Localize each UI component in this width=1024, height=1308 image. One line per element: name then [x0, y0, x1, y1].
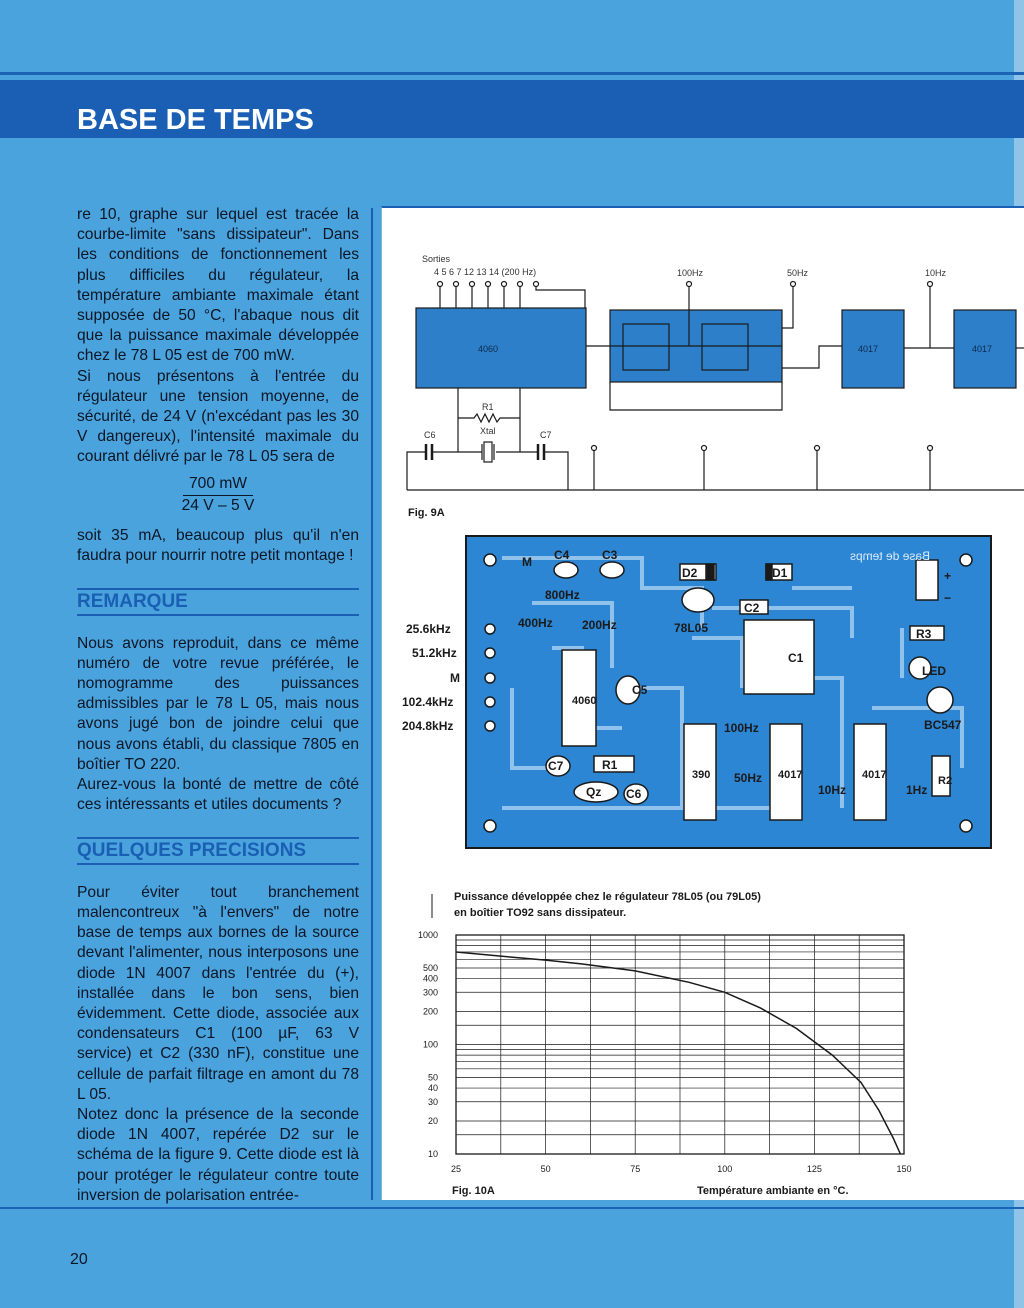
fig9a-schematic — [407, 254, 1024, 490]
pcb-label: − — [944, 591, 952, 605]
pcb-label: 1Hz — [906, 783, 928, 797]
x-tick-label: 25 — [450, 1164, 462, 1174]
y-tick-label: 100 — [422, 1039, 438, 1050]
x-tick-label: 150 — [896, 1164, 912, 1174]
page-number: 20 — [70, 1251, 88, 1268]
section-heading-remarque: REMARQUE — [77, 588, 359, 615]
pcb-label: 800Hz — [545, 588, 580, 602]
fig9b-pcb — [402, 536, 991, 848]
y-tick-label: 200 — [422, 1006, 438, 1017]
chart-grid — [456, 935, 904, 1154]
chart-xlabel: Température ambiante en °C. — [697, 1185, 849, 1197]
c6-label: C6 — [424, 430, 436, 440]
pcb-label: 400Hz — [518, 616, 553, 630]
pcb-label: M — [450, 671, 460, 685]
fig10a-chart — [418, 891, 912, 1197]
pcb-label: 390 — [692, 769, 711, 781]
pcb-label: BC547 — [924, 718, 962, 732]
pcb-label: 100Hz — [724, 721, 759, 735]
title-band — [0, 80, 1024, 138]
y-tick-label: 20 — [427, 1116, 438, 1127]
top-rule — [0, 72, 1024, 75]
chart-xticks — [451, 1164, 912, 1174]
c7-label: C7 — [540, 430, 552, 440]
pcb-label: 4060 — [572, 695, 597, 707]
pcb-label: Qz — [586, 785, 602, 799]
paragraph: Aurez-vous la bonté de mettre de côté ces intéressants et utiles documents ? — [77, 776, 359, 814]
pcb-label: 50Hz — [734, 771, 763, 785]
x-tick-label: 75 — [630, 1164, 641, 1174]
xtal-label: Xtal — [480, 426, 496, 436]
pcb-label: C5 — [632, 683, 648, 697]
y-tick-label: 500 — [422, 962, 438, 973]
pcb-label: 200Hz — [582, 618, 617, 632]
pcb-label: C2 — [744, 601, 760, 615]
pcb-label: 78L05 — [674, 621, 709, 635]
column-divider — [371, 208, 373, 1200]
y-tick-label: 1000 — [417, 930, 438, 940]
pcb-label: C7 — [548, 759, 564, 773]
chart-title: Puissance développée chez le régulateur 78L05 (ou 79L05) — [454, 891, 761, 903]
pins-label: 4 5 6 7 12 13 14 (200 Hz) — [434, 267, 537, 277]
figures-svg — [382, 208, 1024, 1202]
sorties-label: Sorties — [422, 254, 451, 264]
fraction-numerator: 700 mW — [183, 474, 253, 496]
paragraph: re 10, graphe sur lequel est tracée la courbe-limite "sans dissipateur". Dans les conditions de fonctionnement les plus difficiles du régulateur, la température ambiante maximale étant supposée de 50 °C, l'abaque nous dit que la puissance maximale développée chez le 78 L 05 est de 700 mW. — [77, 206, 359, 365]
page-title: BASE DE TEMPS — [77, 104, 314, 136]
y-tick-label: 40 — [427, 1083, 438, 1094]
x-tick-label: 100 — [717, 1164, 733, 1174]
chip-4017-label: 4017 — [972, 344, 993, 354]
paragraph: Si nous présentons à l'entrée du régulateur une tension moyenne, de sécurité, de 24 V (n'excédant pas les 30 V dangereux), l'intensité maximale du courant délivré par le 78 L 05 sera de — [77, 367, 359, 466]
x-tick-label: 125 — [806, 1164, 822, 1174]
fraction — [77, 474, 359, 516]
pcb-label: 4017 — [862, 769, 887, 781]
y-tick-label: 400 — [422, 973, 438, 984]
r1-label: R1 — [482, 402, 494, 412]
chart-title: en boîtier TO92 sans dissipateur. — [454, 907, 627, 919]
pcb-label: C6 — [626, 787, 642, 801]
pcb-label: D1 — [772, 566, 788, 580]
fraction-denominator: 24 V – 5 V — [181, 496, 255, 514]
chart-curve — [456, 952, 900, 1154]
chip-4060-label: 4060 — [478, 344, 499, 354]
text-column — [77, 205, 359, 1206]
paragraph: Pour éviter tout branchement malencontreux "à l'envers" de notre base de temps aux bornes de la source devant l'alimenter, nous interposons une diode 1N 4007 dans l'entrée du (+), installée dans le bon sens, bien évidemment. Cette diode, associée aux condensateurs C1 (100 µF, 63 V service) et C2 (330 nF), constitue une cellule de parfait filtrage en amont du 78 L 05. — [77, 883, 359, 1103]
figure-panel — [381, 206, 1024, 1200]
pcb-label: LED — [922, 664, 946, 678]
chart-yticks — [418, 930, 438, 1159]
pcb-label: R1 — [602, 758, 618, 772]
pcb-mirrored-text: Base de temps — [849, 549, 930, 563]
y-tick-label: 10 — [427, 1149, 438, 1159]
paragraph: soit 35 mA, beaucoup plus qu'il n'en faudra pour nourrir notre petit montage ! — [77, 527, 359, 565]
chart-caption: Fig. 10A — [452, 1185, 495, 1197]
pcb-label: R2 — [938, 775, 953, 787]
bottom-rule — [0, 1207, 1024, 1209]
y-tick-label: 50 — [427, 1072, 438, 1083]
y-tick-label: 300 — [422, 987, 438, 998]
pcb-label: 102.4kHz — [402, 695, 454, 709]
pcb-label: 10Hz — [818, 783, 847, 797]
paragraph: Notez donc la présence de la seconde diode 1N 4007, repérée D2 sur le schéma de la figure 9. Cette diode est là pour protéger le régulateur contre toute inversion de polarisation entrée- — [77, 1105, 359, 1204]
pcb-label: + — [944, 569, 952, 583]
pcb-label: D2 — [682, 566, 698, 580]
y-tick-label: 30 — [427, 1096, 438, 1107]
pcb-label: C3 — [602, 548, 618, 562]
paragraph: Nous avons reproduit, dans ce même numéro de votre revue préférée, le nomogramme des puissances admissibles par le 78 L 05, mais nous avons jugé bon de joindre celui que nous avons établi, du classique 7805 en boîtier TO 220. — [77, 634, 359, 773]
pcb-label: 25.6kHz — [406, 622, 451, 636]
section-heading-precisions: QUELQUES PRECISIONS — [77, 837, 359, 864]
pcb-label: C1 — [788, 651, 804, 665]
out-50hz: 50Hz — [787, 268, 809, 278]
out-100hz: 100Hz — [677, 268, 704, 278]
pcb-label: C4 — [554, 548, 570, 562]
pcb-label: 4017 — [778, 769, 803, 781]
pcb-label: 51.2kHz — [412, 646, 457, 660]
fig9a-caption: Fig. 9A — [408, 507, 445, 519]
pcb-label: R3 — [916, 627, 932, 641]
pcb-label: 204.8kHz — [402, 719, 454, 733]
chip-4017-label: 4017 — [858, 344, 879, 354]
pcb-label: M — [522, 555, 532, 569]
out-10hz: 10Hz — [925, 268, 947, 278]
x-tick-label: 50 — [540, 1164, 551, 1174]
